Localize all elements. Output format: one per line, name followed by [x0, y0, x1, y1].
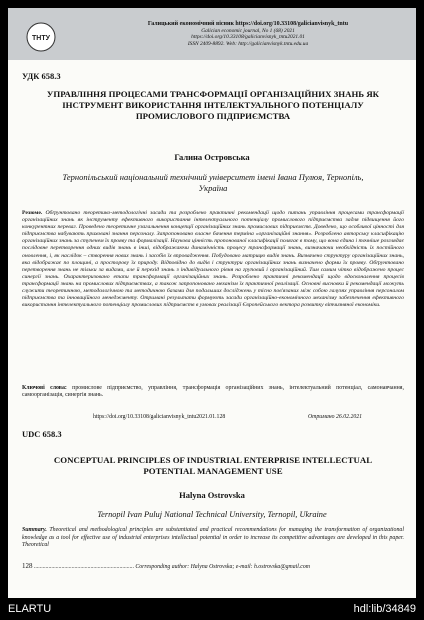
page-number: 128: [22, 562, 33, 570]
journal-english-line: Galician economic journal, No 1 (68) 2021: [201, 27, 295, 34]
footer-dots: .....................................................................: [32, 564, 136, 570]
svg-text:ТНТУ: ТНТУ: [32, 35, 50, 42]
document-page: [8, 8, 416, 598]
keywords-label: Ключові слова:: [22, 385, 67, 391]
journal-doi-line: https://doi.org/10.33108/galicianvisnyk_tntu2021.01: [191, 34, 305, 41]
repository-name: ELARTU: [8, 603, 52, 615]
abstract-label-english: Summary.: [22, 527, 47, 533]
article-title-english: CONCEPTUAL PRINCIPLES OF INDUSTRIAL ENTERPRISE INTELLECTUAL POTENTIAL MANAGEMENT USE: [53, 455, 373, 476]
udk-code: УДК 658.3: [22, 71, 61, 81]
keywords-text: промислове підприємство, управління, трансформація організаційних знань, інтелектуальний потенціал, самонавчання, самоорганізація, синергія знань.: [22, 385, 404, 399]
abstract-ukrainian: [22, 210, 404, 309]
keywords-ukrainian: [22, 385, 404, 400]
author-name-ukrainian: Галина Островська: [174, 152, 250, 162]
udc-code: UDC 658.3: [22, 429, 62, 439]
article-title-ukrainian: УПРАВЛІННЯ ПРОЦЕСАМИ ТРАНСФОРМАЦІЇ ОРГАНІЗАЦІЙНИХ ЗНАНЬ ЯК ІНСТРУМЕНТ ВИКОРИСТАННЯ ІНТЕЛЕКТУАЛЬНОГО ПОТЕНЦІАЛУ ПРОМИСЛОВОГО ПІДПРИЄМСТВА: [46, 89, 380, 121]
abstract-english: [22, 527, 404, 550]
journal-issn-line: ISSN 2409-8892. Web: http://galicianvisnyk.tntu.edu.ua: [187, 40, 309, 47]
received-date: Отримано 26.02.2021: [308, 414, 363, 420]
article-doi[interactable]: https://doi.org/10.33108/galicianvisnyk_tntu2021.01.128: [93, 414, 226, 420]
corresponding-author: Corresponding author: Halyna Ostrovska; e-mail: h.ostrovska@gmail.com: [135, 564, 310, 570]
affiliation-english: Ternopil Ivan Puluj National Technical University, Ternopil, Ukraine: [97, 510, 327, 519]
page-footer: [22, 562, 404, 570]
abstract-label-ukrainian: Резюме.: [22, 210, 43, 216]
abstract-text-ukrainian: Обґрунтовано теоретико-методологічні засади та розроблено практичні рекомендації щодо питань управління процесами трансформації організаційних знань як інструменту ефективного використання інтелектуального потенціалу промислового підприємства задля підвищення його конкурентних переваг. Проведено теоретичне узагальнення концепції організаційних знань промислових підприємств. Доведено, що особливої цінності для підприємства набувають приховані знання персоналу. Запропоновано власне бачення терміна «організаційні знання». Розроблено авторську класифікацію організаційних знань за ступенем їх прояву та формалізації. Наукова цінність пропонованої класифікації полягає в тому, що вона єдина і точніше розглядає послідовне перетворення одних видів знань в інші, відображаючи динамічність процесу трансформації знань, визначаючи необхідність їх постійного оновлення, і, як наслідок – створення нових знань і засобів їх впровадження. Побудовано матрицю видів знань. Визначено структуру організаційних знань, яка відображає по площині, а просторову їх природу. Відповідно до видів і структури організаційних знань визначено форми їх прояву. Обґрунтовано перетворення знань не тільки за видами, але й перехід знань з індивідуального рівня на груповий і організаційний. Тим самим чітко відображено процес синергії знань. Охарактеризовано етапи трансформації організаційних знань. Розроблено практичні рекомендації щодо вдосконалення процесів трансформації знань на промислових підприємствах, а також запропоновано механізм їх практичної реалізації. Основні висновки й рекомендації можуть служити теоретичною, методологічною та методичною базами для подальших досліджень у тісно пов'язаних між собою галузях управління персоналом підприємства та інноваційного менеджменту. Отримані результати формують засади організаційно-економічного механізму забезпечення ефективного використання інтелектуального потенціалу промислових підприємств в умовах реалізації Європейського вектора розвитку вітчизняної економіки.: [22, 210, 404, 309]
journal-title-line: Галицький економічний вісник https://doi.org/10.33108/galicianvisnyk_tntu: [147, 21, 349, 27]
handle-id: hdl:lib/34849: [353, 603, 416, 615]
journal-info: [98, 21, 398, 47]
affiliation-ukrainian: Тернопільський національний технічний університет імені Івана Пулюя, Тернопіль, Україна: [62, 172, 364, 193]
journal-header: [8, 8, 416, 60]
author-name-english: Halyna Ostrovska: [179, 490, 245, 500]
abstract-text-english: Theoretical and methodological principles are substantiated and practical recommendations for managing the transformation of organizational knowledge as a tool for effective use of industrial enterprises intellectual potential in order to increase its competitive advantages are developed in this paper. Theoretical: [22, 527, 404, 549]
university-logo: [26, 22, 56, 52]
